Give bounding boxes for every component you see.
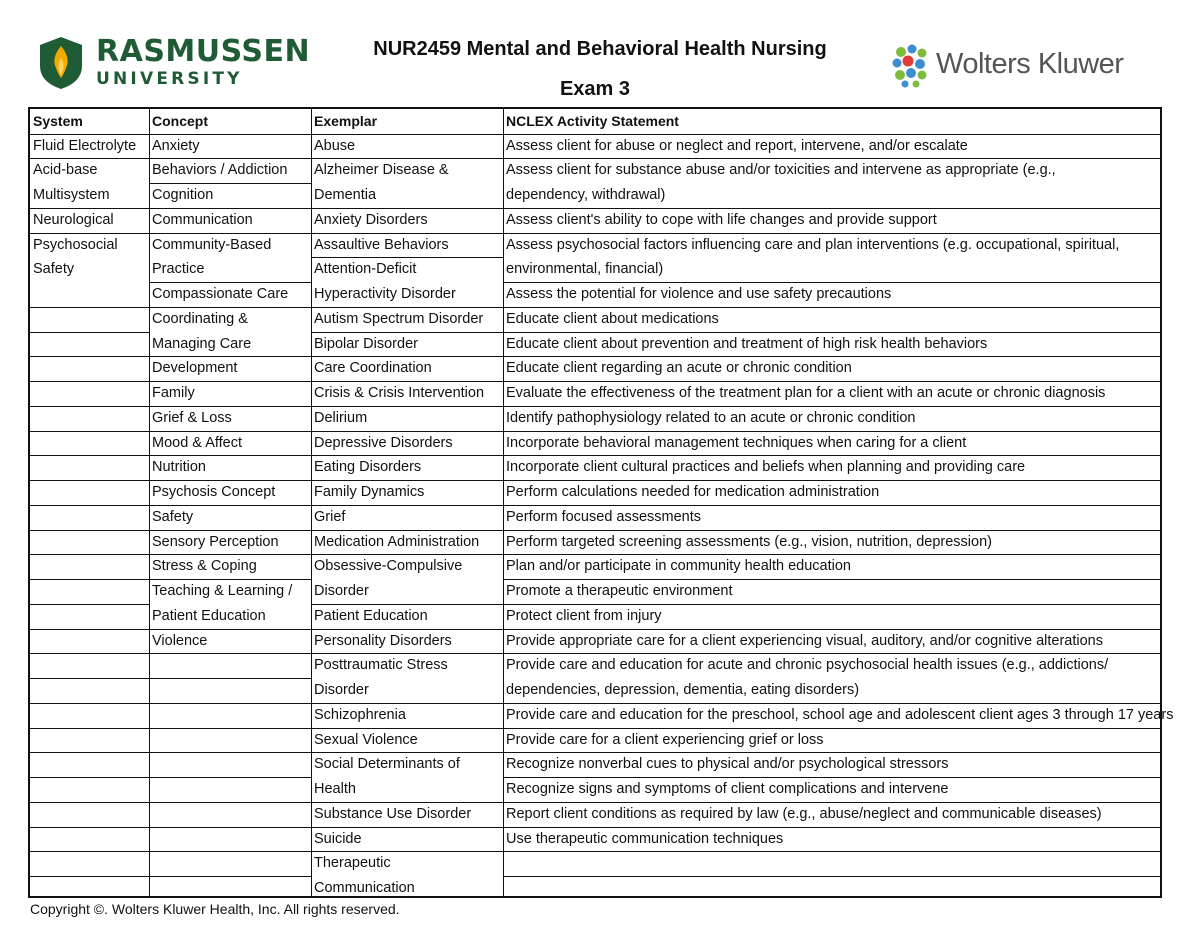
exemplar-cell xyxy=(314,257,456,306)
exemplar-cell xyxy=(314,653,448,702)
concept-text: Compassionate Care xyxy=(152,286,289,303)
exemplar-cell xyxy=(314,480,424,505)
nclex-text: Identify pathophysiology related to an acute or chronic condition xyxy=(506,409,916,426)
nclex-text: Educate client regarding an acute or chronic condition xyxy=(506,360,852,377)
page-title: NUR2459 Mental and Behavioral Health Nursing xyxy=(373,38,827,60)
row-divider xyxy=(30,233,149,234)
row-divider xyxy=(30,629,149,630)
nclex-text: Educate client about medications xyxy=(506,310,719,327)
exemplar-text: Hyperactivity Disorder xyxy=(314,286,456,303)
nclex-cell xyxy=(506,233,1119,282)
row-divider xyxy=(30,678,149,679)
exemplar-cell xyxy=(314,307,483,332)
row-divider xyxy=(30,604,149,605)
nclex-text: Assess the potential for violence and use safety precautions xyxy=(506,286,892,303)
column-header-system: System xyxy=(33,113,83,129)
concept-text: Sensory Perception xyxy=(152,533,279,550)
nclex-cell xyxy=(506,158,1056,207)
exemplar-text: Abuse xyxy=(314,137,356,154)
nclex-text: Provide care and education for the preschool, school age and adolescent client ages 3 through 17 years xyxy=(506,706,1174,723)
nclex-cell xyxy=(506,554,851,579)
concept-text: Managing Care xyxy=(152,335,252,352)
concept-cell xyxy=(152,233,271,282)
row-divider xyxy=(30,802,149,803)
nclex-text: Incorporate client cultural practices and beliefs when planning and providing care xyxy=(506,459,1026,476)
column-header-concept: Concept xyxy=(152,113,208,129)
nclex-cell xyxy=(506,455,1025,480)
exemplar-cell xyxy=(314,233,449,258)
nclex-text: Provide care for a client experiencing grief or loss xyxy=(506,731,824,748)
row-divider xyxy=(149,851,311,852)
nclex-text: Assess client for substance abuse and/or toxicities and intervene as appropriate (e.g., xyxy=(506,162,1056,179)
concept-cell xyxy=(152,183,213,208)
concept-cell xyxy=(152,381,195,406)
exemplar-text: Delirium xyxy=(314,409,368,426)
exemplar-cell xyxy=(314,505,345,530)
row-divider xyxy=(30,455,149,456)
row-divider xyxy=(30,332,149,333)
concept-text: Development xyxy=(152,360,238,377)
rasmussen-university-label: UNIVERSITY xyxy=(96,69,243,89)
nclex-cell xyxy=(506,777,948,802)
column-header-exemplar: Exemplar xyxy=(314,113,378,129)
system-text: Acid-base xyxy=(33,162,98,179)
nclex-text: Perform calculations needed for medication administration xyxy=(506,484,880,501)
exemplar-text: Therapeutic xyxy=(314,855,391,872)
row-divider xyxy=(30,480,149,481)
concept-cell xyxy=(152,554,257,579)
concept-text: Anxiety xyxy=(152,137,200,154)
row-divider xyxy=(30,381,149,382)
row-divider xyxy=(30,703,149,704)
concept-text: Grief & Loss xyxy=(152,409,232,426)
concept-cell xyxy=(152,505,193,530)
row-divider xyxy=(149,653,311,654)
exemplar-text: Alzheimer Disease & xyxy=(314,162,449,179)
row-divider xyxy=(30,827,149,828)
concept-cell xyxy=(152,629,207,654)
row-divider xyxy=(149,728,311,729)
row-divider xyxy=(30,728,149,729)
nclex-text: Assess client's ability to cope with life changes and provide support xyxy=(506,211,937,228)
concept-cell xyxy=(152,208,253,233)
concept-cell xyxy=(152,579,292,628)
nclex-text: Assess psychosocial factors influencing care and plan interventions (e.g. occupational, spiritual, xyxy=(506,236,1120,253)
concept-text: Teaching & Learning / xyxy=(152,583,293,600)
wolters-kluwer-mark-icon xyxy=(892,44,928,88)
row-divider xyxy=(30,752,149,753)
exemplar-text: Medication Administration xyxy=(314,533,480,550)
exemplar-text: Dementia xyxy=(314,187,377,204)
exemplar-cell xyxy=(314,728,418,753)
rasmussen-name: RASMUSSEN xyxy=(96,34,311,69)
exemplar-cell xyxy=(314,802,471,827)
concept-cell xyxy=(152,282,288,307)
concept-text: Psychosis Concept xyxy=(152,484,276,501)
row-divider xyxy=(30,653,149,654)
exemplar-cell xyxy=(314,208,428,233)
exam-blueprint-table xyxy=(28,107,1174,898)
system-text: Fluid Electrolyte xyxy=(33,137,137,154)
exemplar-text: Patient Education xyxy=(314,607,428,624)
wolters-kluwer-logo xyxy=(892,44,1132,90)
nclex-text: Evaluate the effectiveness of the treatment plan for a client with an acute or chronic diagnosis xyxy=(506,385,1106,402)
exemplar-cell xyxy=(314,851,415,900)
row-divider xyxy=(30,208,149,209)
exemplar-text: Family Dynamics xyxy=(314,484,425,501)
nclex-cell xyxy=(506,406,915,431)
nclex-text: Incorporate behavioral management techniques when caring for a client xyxy=(506,434,967,451)
row-divider xyxy=(30,406,149,407)
concept-text: Family xyxy=(152,385,195,402)
nclex-text: Perform focused assessments xyxy=(506,508,702,525)
nclex-cell xyxy=(506,604,662,629)
concept-text: Practice xyxy=(152,261,205,278)
nclex-cell xyxy=(506,530,992,555)
nclex-cell xyxy=(506,307,719,332)
exemplar-text: Health xyxy=(314,781,356,798)
row-divider xyxy=(30,158,149,159)
system-text: Neurological xyxy=(33,211,114,228)
exemplar-cell xyxy=(314,332,418,357)
exemplar-cell xyxy=(314,554,462,603)
row-divider xyxy=(149,752,311,753)
nclex-cell xyxy=(506,134,968,159)
nclex-cell xyxy=(506,827,783,852)
row-divider xyxy=(503,876,1160,877)
exemplar-text: Attention-Deficit xyxy=(314,261,417,278)
system-text: Psychosocial xyxy=(33,236,118,253)
row-divider xyxy=(30,431,149,432)
exemplar-cell xyxy=(314,604,428,629)
row-divider xyxy=(30,876,149,877)
exemplar-cell xyxy=(314,827,362,852)
concept-text: Stress & Coping xyxy=(152,558,257,575)
nclex-text: dependencies, depression, dementia, eating disorders) xyxy=(506,682,860,699)
nclex-text: Provide appropriate care for a client experiencing visual, auditory, and/or cognitive alterations xyxy=(506,632,1103,649)
exemplar-text: Disorder xyxy=(314,583,369,600)
exemplar-cell xyxy=(314,752,460,801)
wolters-kluwer-name: Wolters Kluwer xyxy=(936,48,1124,80)
exemplar-cell xyxy=(314,406,367,431)
concept-cell xyxy=(152,307,251,356)
nclex-cell xyxy=(506,356,852,381)
exemplar-cell xyxy=(314,158,449,207)
exemplar-text: Communication xyxy=(314,880,415,897)
concept-cell xyxy=(152,158,287,183)
concept-text: Community-Based xyxy=(152,236,272,253)
row-divider xyxy=(503,851,1160,852)
nclex-text: Plan and/or participate in community health education xyxy=(506,558,851,575)
nclex-cell xyxy=(506,282,891,307)
exemplar-text: Eating Disorders xyxy=(314,459,422,476)
concept-cell xyxy=(152,455,206,480)
nclex-text: Perform targeted screening assessments (e.g., vision, nutrition, depression) xyxy=(506,533,992,550)
row-divider xyxy=(149,703,311,704)
nclex-text: Use therapeutic communication techniques xyxy=(506,830,784,847)
exemplar-text: Autism Spectrum Disorder xyxy=(314,310,484,327)
nclex-cell xyxy=(506,653,1108,702)
column-header-nclex: NCLEX Activity Statement xyxy=(506,113,679,129)
exemplar-text: Substance Use Disorder xyxy=(314,805,472,822)
exemplar-text: Obsessive-Compulsive xyxy=(314,558,463,575)
nclex-cell xyxy=(506,629,1103,654)
concept-text: Mood & Affect xyxy=(152,434,243,451)
concept-text: Communication xyxy=(152,211,253,228)
exemplar-text: Personality Disorders xyxy=(314,632,452,649)
nclex-text: Recognize nonverbal cues to physical and/or psychological stressors xyxy=(506,756,949,773)
exemplar-cell xyxy=(314,431,453,456)
row-divider xyxy=(30,777,149,778)
concept-text: Coordinating & xyxy=(152,310,248,327)
exemplar-cell xyxy=(314,703,406,728)
exemplar-text: Grief xyxy=(314,508,346,525)
exemplar-text: Suicide xyxy=(314,830,362,847)
concept-cell xyxy=(152,480,275,505)
exemplar-cell xyxy=(314,381,484,406)
system-text: Safety xyxy=(33,261,75,278)
concept-cell xyxy=(152,134,200,159)
rasmussen-shield-icon xyxy=(38,36,84,90)
exemplar-cell xyxy=(314,356,432,381)
nclex-text: Assess client for abuse or neglect and report, intervene, and/or escalate xyxy=(506,137,968,154)
nclex-cell xyxy=(506,703,1173,728)
exemplar-text: Crisis & Crisis Intervention xyxy=(314,385,485,402)
exemplar-text: Anxiety Disorders xyxy=(314,211,428,228)
page-subtitle: Exam 3 xyxy=(559,78,631,100)
nclex-cell xyxy=(506,208,937,233)
exemplar-text: Social Determinants of xyxy=(314,756,460,773)
exemplar-text: Care Coordination xyxy=(314,360,432,377)
row-divider xyxy=(149,802,311,803)
concept-text: Safety xyxy=(152,508,194,525)
nclex-text: Report client conditions as required by law (e.g., abuse/neglect and communicable diseases) xyxy=(506,805,1102,822)
exemplar-text: Depressive Disorders xyxy=(314,434,453,451)
nclex-cell xyxy=(506,802,1102,827)
row-divider xyxy=(149,876,311,877)
exemplar-text: Assaultive Behaviors xyxy=(314,236,449,253)
rasmussen-logo xyxy=(38,36,318,94)
page-header xyxy=(0,0,1200,108)
exemplar-text: Disorder xyxy=(314,682,369,699)
nclex-cell xyxy=(506,480,879,505)
concept-text: Nutrition xyxy=(152,459,206,476)
row-divider xyxy=(149,678,311,679)
concept-text: Violence xyxy=(152,632,208,649)
row-divider xyxy=(30,307,149,308)
exemplar-text: Schizophrenia xyxy=(314,706,406,723)
nclex-cell xyxy=(506,752,948,777)
exemplar-cell xyxy=(314,455,421,480)
exemplar-text: Sexual Violence xyxy=(314,731,418,748)
row-divider xyxy=(30,579,149,580)
nclex-text: Protect client from injury xyxy=(506,607,662,624)
nclex-text: Recognize signs and symptoms of client complications and intervene xyxy=(506,781,949,798)
nclex-cell xyxy=(506,431,966,456)
concept-cell xyxy=(152,431,242,456)
row-divider xyxy=(30,530,149,531)
concept-text: Patient Education xyxy=(152,607,266,624)
column-divider xyxy=(311,109,312,896)
nclex-text: Educate client about prevention and treatment of high risk health behaviors xyxy=(506,335,988,352)
concept-cell xyxy=(152,406,232,431)
concept-text: Behaviors / Addiction xyxy=(152,162,288,179)
row-divider xyxy=(149,777,311,778)
row-divider xyxy=(30,356,149,357)
system-text: Multisystem xyxy=(33,187,110,204)
exemplar-text: Bipolar Disorder xyxy=(314,335,418,352)
row-divider xyxy=(149,827,311,828)
exemplar-cell xyxy=(314,530,479,555)
nclex-text: Promote a therapeutic environment xyxy=(506,583,733,600)
exemplar-text: Posttraumatic Stress xyxy=(314,657,448,674)
concept-text: Cognition xyxy=(152,187,214,204)
nclex-cell xyxy=(506,579,733,604)
concept-cell xyxy=(152,530,279,555)
row-divider xyxy=(30,505,149,506)
nclex-cell xyxy=(506,332,987,357)
row-divider xyxy=(30,851,149,852)
nclex-cell xyxy=(506,505,701,530)
nclex-text: environmental, financial) xyxy=(506,261,664,278)
exemplar-cell xyxy=(314,629,452,654)
copyright-footer: Copyright ©. Wolters Kluwer Health, Inc. All rights reserved. xyxy=(30,901,400,917)
row-divider xyxy=(30,554,149,555)
nclex-text: Provide care and education for acute and chronic psychosocial health issues (e.g., addictions/ xyxy=(506,657,1109,674)
nclex-cell xyxy=(506,728,824,753)
nclex-cell xyxy=(506,381,1105,406)
concept-cell xyxy=(152,356,237,381)
nclex-text: dependency, withdrawal) xyxy=(506,187,666,204)
exemplar-cell xyxy=(314,134,355,159)
